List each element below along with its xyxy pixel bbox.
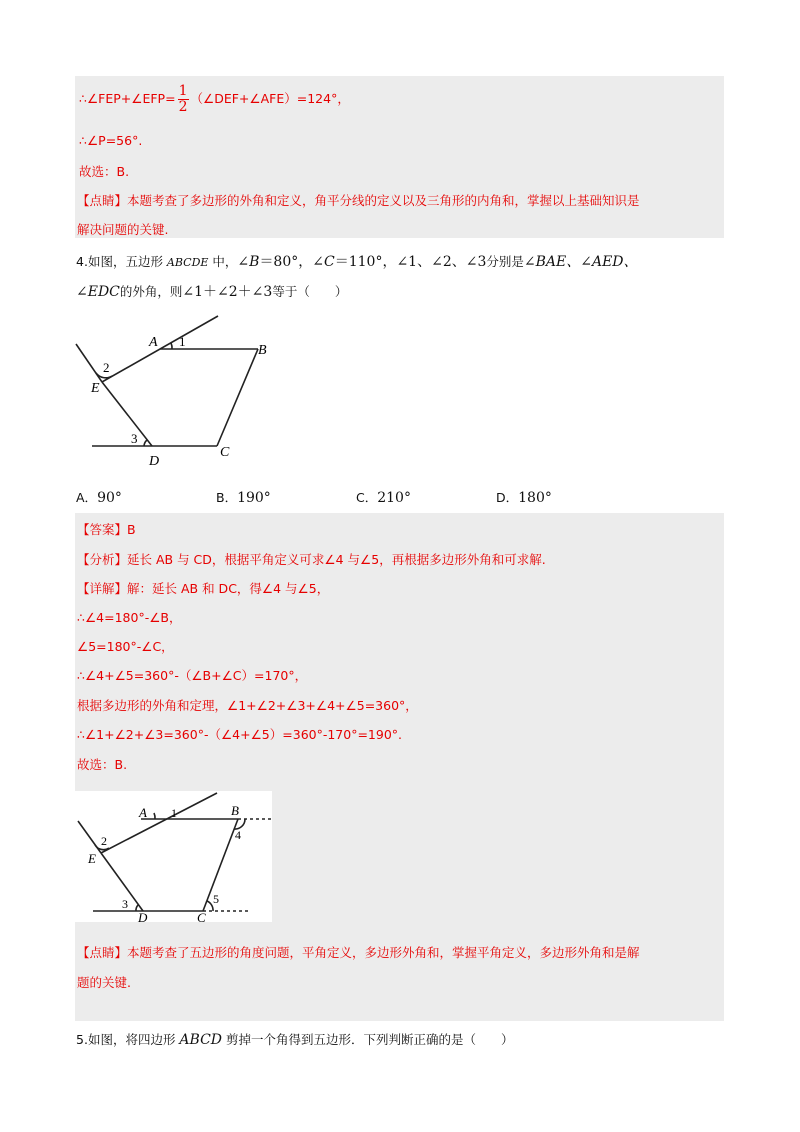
solution-box-q3-tail	[75, 76, 724, 238]
fig1-label-b: B	[258, 343, 267, 358]
fig2-label-b: B	[231, 803, 239, 818]
f2-angle-arc-1	[154, 813, 155, 819]
fraction-half: $\frac{1}{2}$	[178, 83, 188, 115]
option-a[interactable]: A．90°	[76, 490, 122, 506]
comment-line-2: 解决问题的关键.	[77, 222, 169, 237]
angle-arc-1	[171, 343, 172, 349]
fig2-label-e: E	[88, 851, 96, 866]
angle-arc-3	[144, 440, 147, 446]
fig1-label-d: D	[149, 454, 160, 469]
question-4-line-1: 4.如图，五边形 ABCDE 中，∠B＝80°，∠C＝110°，∠1、∠2、∠3分别是∠BAE、∠AED、	[76, 254, 638, 270]
f2-line-e-to-a-extended	[101, 793, 217, 853]
fig2-label-d: D	[138, 910, 148, 922]
comment-line-1: 【点睛】本题考查了多边形的外角和定义，角平分线的定义以及三角形的内角和，掌握以上基础知识是	[77, 193, 640, 208]
detail-line: 【详解】解：延长 AB 和 DC，得∠4 与∠5，	[77, 581, 330, 596]
question-5-line-1: 5.如图，将四边形 ABCD 剪掉一个角得到五边形．下列判断正确的是（ ）	[76, 1032, 514, 1048]
fig1-label-e: E	[91, 381, 100, 396]
step-2: ∠5=180°-∠C，	[77, 639, 174, 654]
fig1-label-3: 3	[131, 431, 138, 446]
question-4-line-2: ∠EDC的外角，则∠1＋∠2＋∠3等于（ ）	[76, 284, 348, 300]
fig2-label-c: C	[197, 910, 206, 922]
line-b-to-c	[217, 349, 258, 446]
comment-line-q4-1: 【点睛】本题考查了五边形的角度问题，平角定义，多边形外角和，掌握平角定义，多边形外角和是解	[77, 945, 640, 960]
fig1-label-2: 2	[103, 360, 110, 375]
step-6: 故选：B.	[77, 757, 128, 772]
fig1-label-1: 1	[179, 334, 186, 349]
f2-line-b-to-c	[203, 819, 238, 911]
fig2-label-a: A	[139, 805, 147, 820]
option-c[interactable]: C．210°	[356, 490, 411, 506]
step-5: ∴∠1+∠2+∠3=360°-（∠4+∠5）=360°-170°=190°.	[77, 727, 403, 742]
step-4: 根据多边形的外角和定理，∠1+∠2+∠3+∠4+∠5=360°，	[77, 698, 418, 713]
comment-tag: 【点睛】	[77, 193, 128, 208]
line-e-to-d	[102, 382, 152, 446]
step-3: ∴∠4+∠5=360°-（∠B+∠C）=170°，	[77, 668, 308, 683]
figure-pentagon-1	[70, 312, 290, 472]
solution-line-1: ∴∠FEP+∠EFP= $\frac{1}{2}$ （∠DEF+∠AFE）=124°，	[79, 83, 350, 115]
option-b[interactable]: B．190°	[216, 490, 271, 506]
comment-line-q4-2: 题的关键.	[77, 975, 131, 990]
solution-line-3: 故选：B.	[79, 164, 130, 179]
fig2-label-3: 3	[122, 897, 128, 911]
fig2-label-4: 4	[235, 828, 241, 842]
answer-line: 【答案】B	[77, 522, 136, 537]
option-d[interactable]: D．180°	[496, 490, 552, 506]
step-1: ∴∠4=180°-∠B，	[77, 610, 182, 625]
fig1-label-c: C	[220, 445, 230, 460]
analysis-line: 【分析】延长 AB 与 CD，根据平角定义可求∠4 与∠5，再根据多边形外角和可求解.	[77, 552, 546, 567]
solution-line-2: ∴∠P=56°.	[79, 133, 143, 148]
answer-box-q4	[75, 513, 724, 1021]
figure-pentagon-2	[75, 791, 272, 922]
line-e-extended	[76, 344, 102, 382]
fig1-label-a: A	[149, 335, 158, 350]
fig2-label-5: 5	[213, 892, 219, 906]
fig2-label-2: 2	[101, 834, 107, 848]
fig2-label-1: 1	[171, 806, 177, 820]
